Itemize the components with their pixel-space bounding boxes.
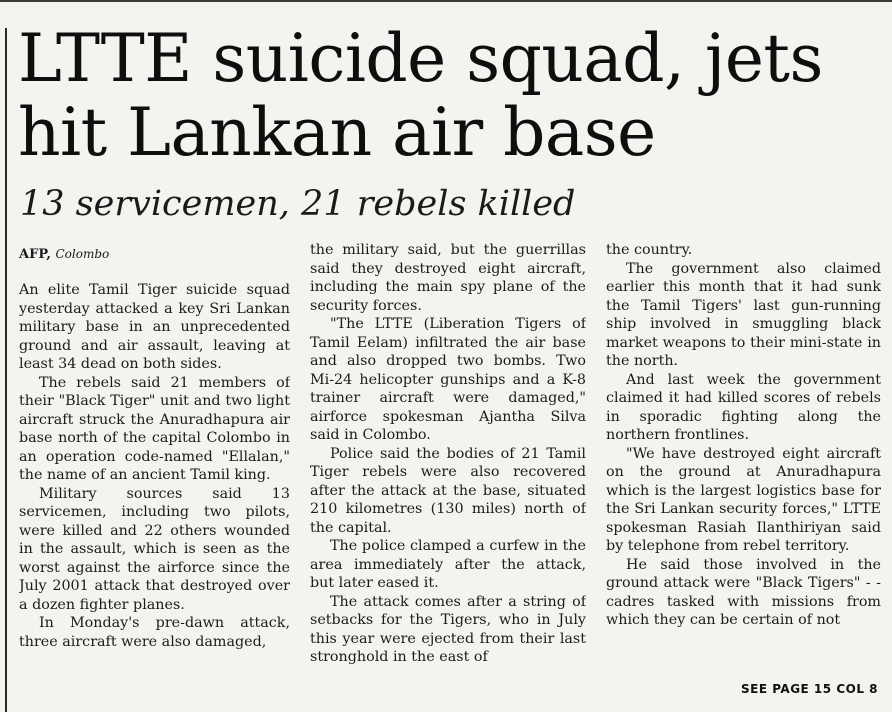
- paragraph: And last week the government claimed it had killed scores of rebels in sporadic fighting along the northern frontlines.: [606, 371, 881, 443]
- byline-place: Colombo: [55, 247, 110, 261]
- paragraph: The government also claimed earlier this month that it had sunk the Tamil Tigers' last gun-running ship involved in smuggling black market weapons to their mini-state in the north.: [606, 260, 881, 369]
- paragraph: In Monday's pre-dawn attack, three aircraft were also damaged,: [19, 615, 290, 650]
- headline: [18, 22, 888, 170]
- paragraph: the country.: [606, 242, 693, 258]
- article-column-2: [310, 241, 586, 686]
- article-column-3: [606, 241, 881, 686]
- headline-line-1: LTTE suicide squad, jets: [18, 20, 823, 97]
- subheadline: 13 servicemen, 21 rebels killed: [20, 184, 576, 224]
- paragraph: "The LTTE (Liberation Tigers of Tamil Eelam) infiltrated the air base and also dropped two bombs. Two Mi-24 helicopter gunships and a K-8 trainer aircraft were damaged," airforce spokesman Ajantha Silva said in Colombo.: [310, 316, 586, 443]
- paragraph: Police said the bodies of 21 Tamil Tiger rebels were also recovered after the attack at the base, situated 210 kilometres (130 miles) north of the capital.: [310, 445, 586, 536]
- article-column-1: [19, 241, 290, 686]
- paragraph: The police clamped a curfew in the area immediately after the attack, but later eased it.: [310, 538, 586, 591]
- paragraph: An elite Tamil Tiger suicide squad yesterday attacked a key Sri Lankan military base in an unprecedented ground and air assault, leaving at least 34 dead on both sides.: [19, 282, 290, 372]
- byline-separator: ,: [46, 247, 56, 262]
- headline-line-2: hit Lankan air base: [18, 94, 656, 171]
- top-rule: [0, 0, 892, 2]
- paragraph: He said those involved in the ground attack were "Black Tigers" - - cadres tasked with missions from which they can be certain of not: [606, 556, 881, 628]
- paragraph: The rebels said 21 members of their "Black Tiger" unit and two light aircraft struck the Anuradhapura air base north of the capital Colombo in an operation code-named "Ellalan," the name of an ancient Tamil king.: [19, 374, 290, 483]
- paragraph: "We have destroyed eight aircraft on the ground at Anuradhapura which is the largest logistics base for the Sri Lankan security forces," LTTE spokesman Rasiah Ilanthiriyan said by telephone from rebel territory.: [606, 445, 881, 554]
- paragraph: the military said, but the guerrillas said they destroyed eight aircraft, including the main spy plane of the security forces.: [310, 242, 586, 314]
- paragraph: The attack comes after a string of setbacks for the Tigers, who in July this year were ejected from their last stronghold in the east of: [310, 593, 586, 665]
- left-column-rule: [5, 28, 7, 712]
- dateline: [19, 241, 290, 267]
- byline-agency: AFP: [19, 247, 47, 262]
- continuation-jump-line: SEE PAGE 15 COL 8: [741, 682, 878, 696]
- paragraph: Military sources said 13 servicemen, including two pilots, were killed and 22 others wounded in the assault, which is seen as the worst against the airforce since the July 2001 attack that destroyed over a dozen fighter planes.: [19, 485, 290, 613]
